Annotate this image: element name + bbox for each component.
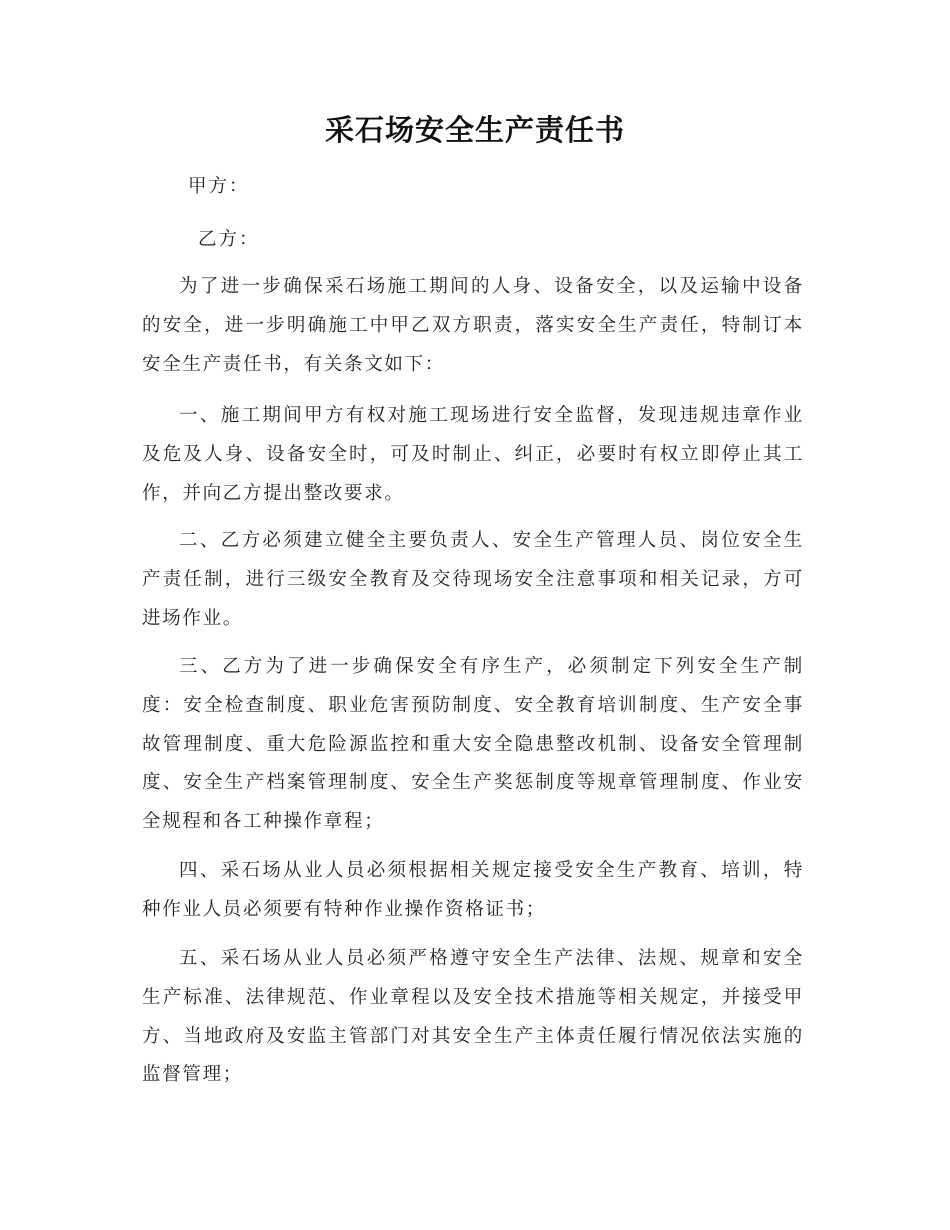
clause-5-paragraph: 五、采石场从业人员必须严格遵守安全生产法律、法规、规章和安全生产标准、法律规范、作业章程以及安全技术措施等相关规定，并接受甲方、当地政府及安监主管部门对其安全生产主体责任履行情况依法实施的监督管理； [142,948,804,1086]
clause-3-paragraph: 三、乙方为了进一步确保安全有序生产，必须制定下列安全生产制度：安全检查制度、职业危害预防制度、安全教育培训制度、生产安全事故管理制度、重大危险源监控和重大安全隐患整改机制、设备安全管理制度、安全生产档案管理制度、安全生产奖惩制度等规章管理制度、作业安全规程和各工种操作章程； [142,656,804,833]
party-b-label: 乙方： [198,229,260,250]
intro-paragraph: 为了进一步确保采石场施工期间的人身、设备安全，以及运输中设备的安全，进一步明确施工中甲乙双方职责，落实安全生产责任，特制订本安全生产责任书，有关条文如下： [142,276,804,375]
document-title: 采石场安全生产责任书 [324,113,625,147]
clause-4-paragraph: 四、采石场从业人员必须根据相关规定接受安全生产教育、培训，特种作业人员必须要有特种作业操作资格证书； [142,860,804,920]
clause-2-paragraph: 二、乙方必须建立健全主要负责人、安全生产管理人员、岗位安全生产责任制，进行三级安全教育及交待现场安全注意事项和相关记录，方可进场作业。 [142,530,804,629]
party-a-label: 甲方： [188,176,250,197]
clause-1-paragraph: 一、施工期间甲方有权对施工现场进行安全监督，发现违规违章作业及危及人身、设备安全时，可及时制止、纠正，必要时有权立即停止其工作，并向乙方提出整改要求。 [142,405,804,504]
